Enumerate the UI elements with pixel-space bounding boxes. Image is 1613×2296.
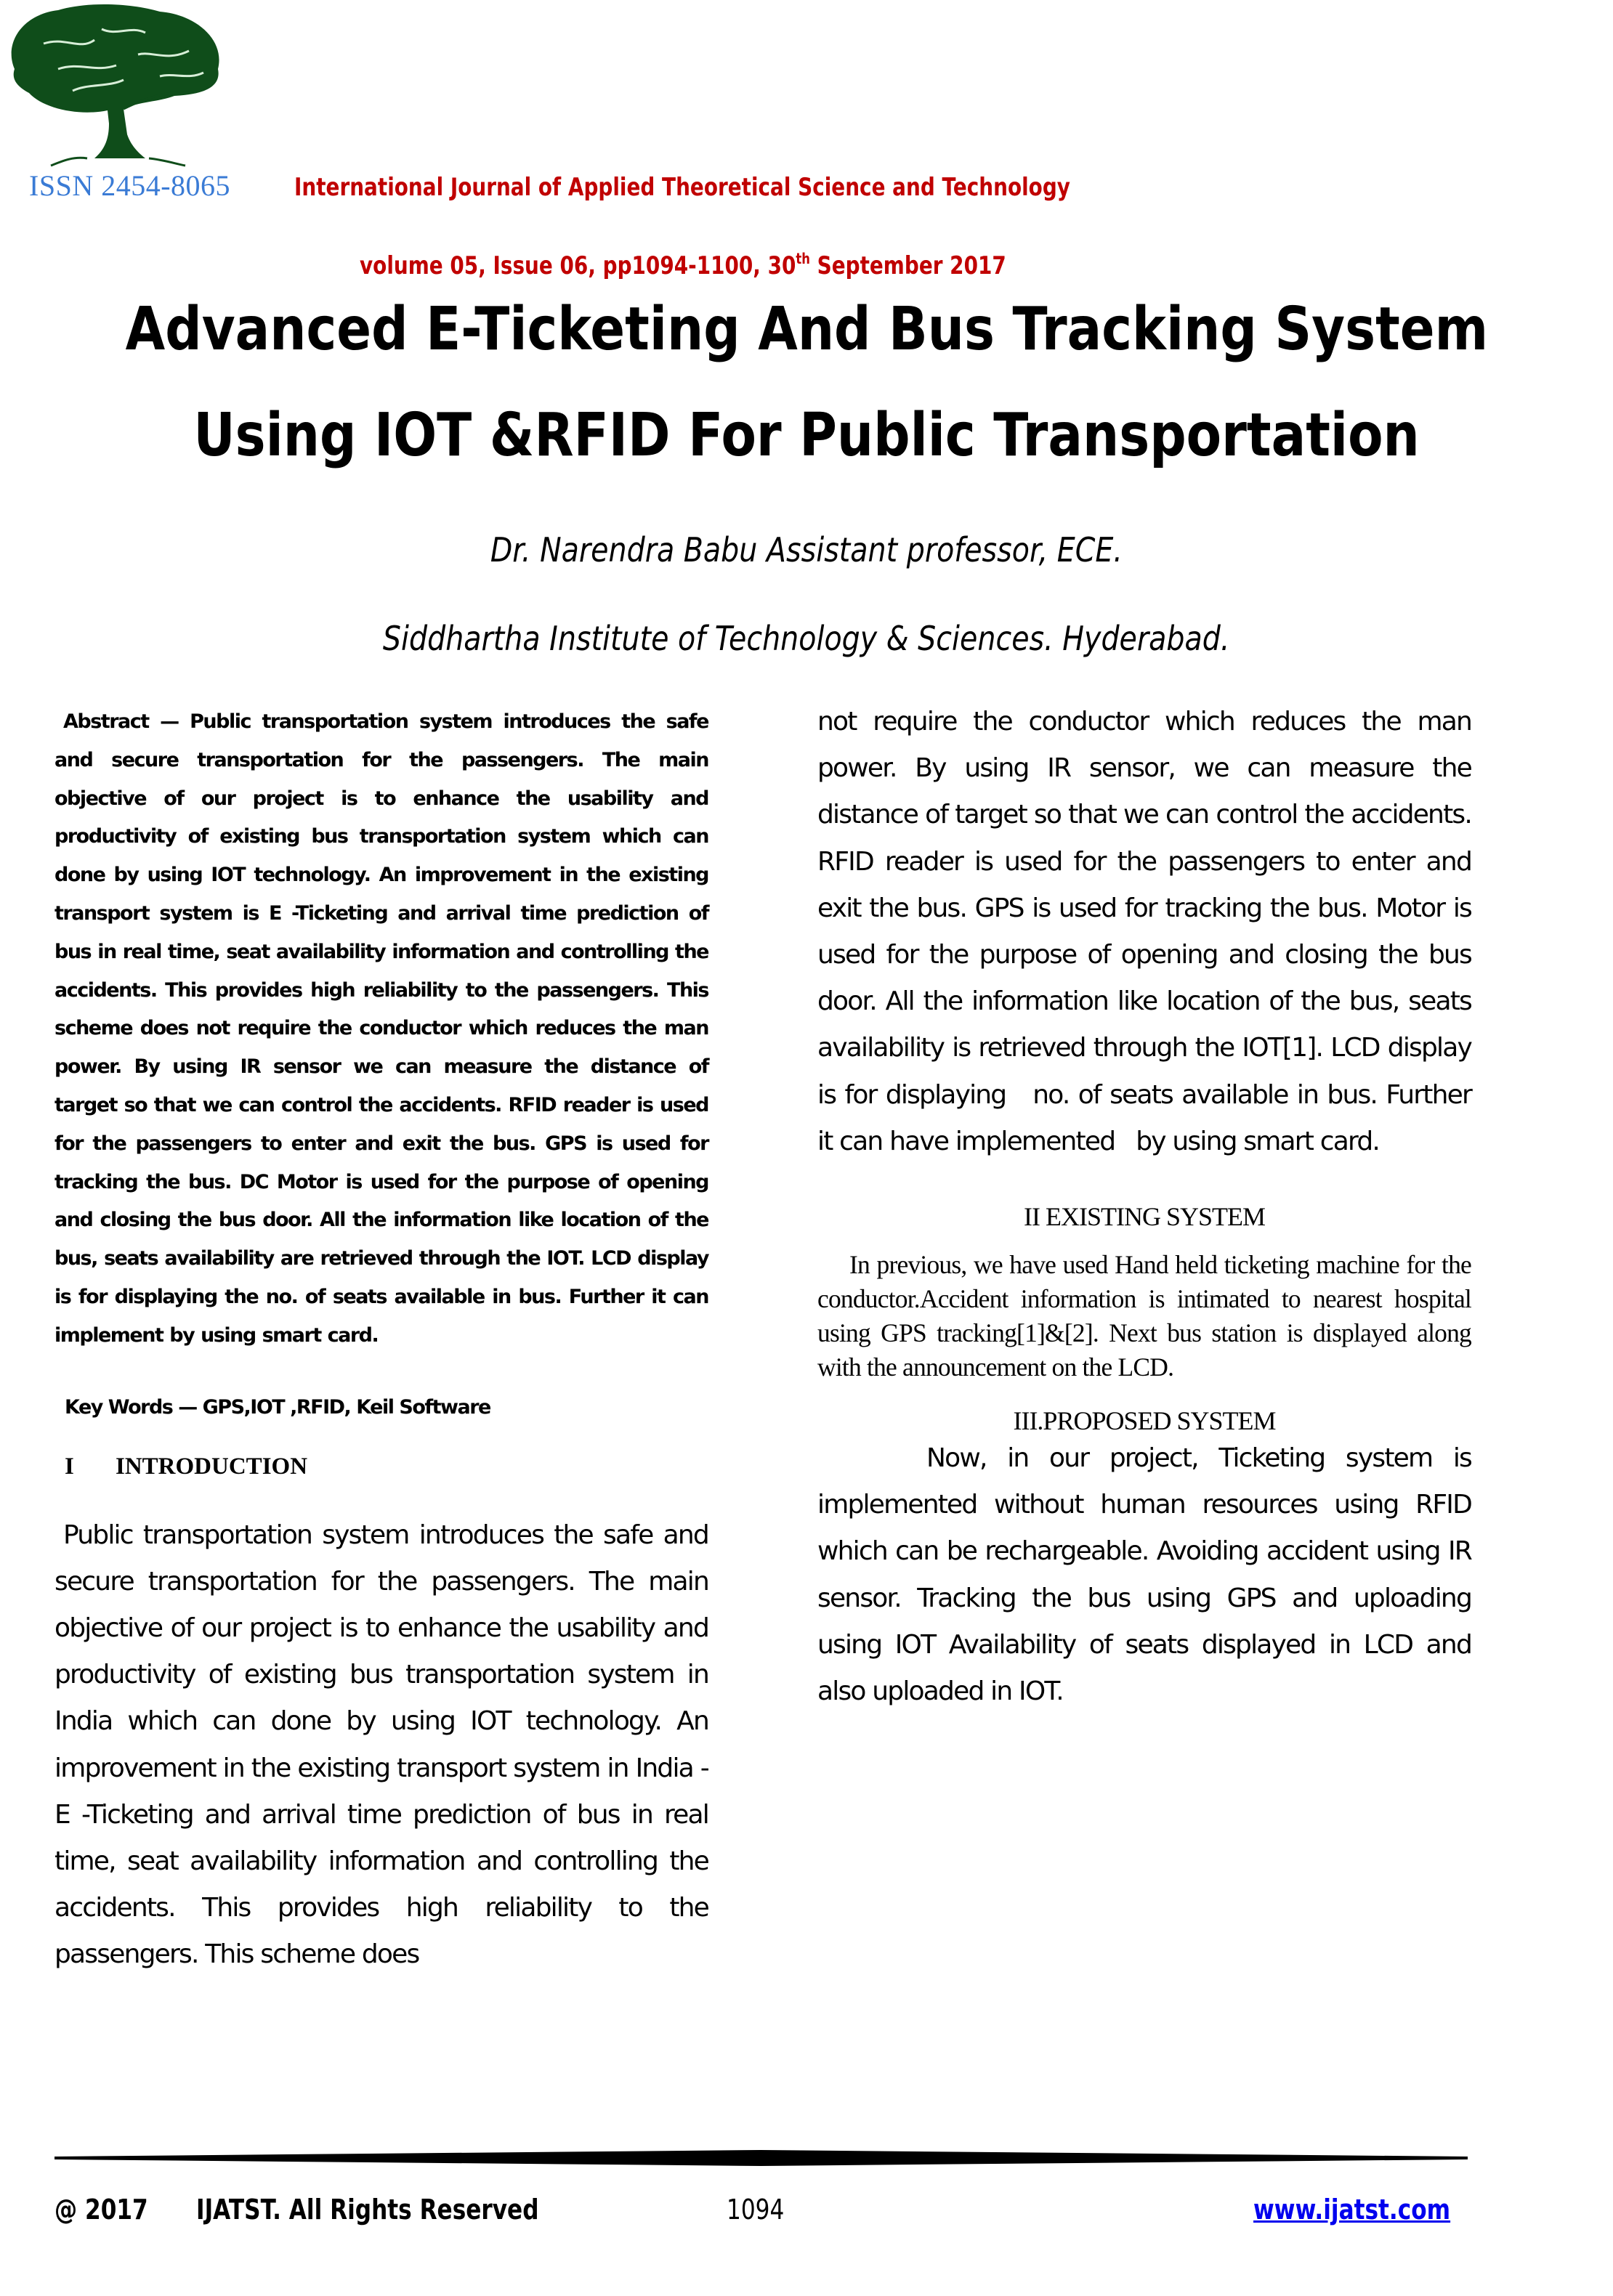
affiliation-text: Siddhartha Institute of Technology & Sciences. Hyderabad. [383, 619, 1230, 658]
keywords-line: Key Words — GPS,IOT ,RFID, Keil Software [65, 1395, 490, 1419]
section-title: INTRODUCTION [116, 1453, 308, 1480]
introduction-paragraph-part-1 [54, 1512, 708, 1979]
date-ordinal-suffix: th [796, 250, 810, 267]
footer-rights: IJATST. All Rights Reserved [196, 2194, 539, 2226]
page-number: 1094 [727, 2194, 785, 2226]
existing-system-paragraph: In previous, we have used Hand held ticketing machine for the conductor.Accident information is intimated to nearest hospital using GPS tracking[1]&[2]. Next bus station is displayed along with the announcement on the LCD. [817, 1250, 1471, 1382]
section-number: I [65, 1453, 74, 1480]
paper-title-line-2 [0, 401, 1613, 470]
section-heading-existing-system: II EXISTING SYSTEM [1024, 1202, 1265, 1232]
website-link[interactable]: www.ijatst.com [1253, 2194, 1451, 2226]
introduction-text: Public transportation system introduces the safe and secure transportation for the passengers. The main objective of our project is to enhance the usability and productivity of existing bus transportation system in India which can done by using IOT technology. An improvement in the existing transport system in India -E -Ticketing and arrival time prediction of bus in real time, seat availability information and controlling the accidents. This provides high reliability to the passengers. This scheme does [54, 1520, 708, 1970]
volume-suffix: September 2017 [809, 251, 1006, 280]
tree-brain-logo-icon [0, 0, 233, 167]
introduction-paragraph-part-2: not require the conductor which reduces the man power. By using IR sensor, we can measure the distance of target so that we can control the accidents. RFID reader is used for the passengers to enter and exit the bus. GPS is used for tracking the bus. Motor is used for the purpose of opening and closing the bus door. All the information like location of the bus, seats availability is retrieved through the IOT[1]. LCD display is for displaying no. of seats available in bus. Further it can have implemented by using smart card. [817, 707, 1471, 1156]
footer-copyright-year: @ 2017 [54, 2194, 148, 2226]
volume-issue-line [360, 250, 1006, 280]
journal-name: International Journal of Applied Theoretical Science and Technology [294, 173, 1070, 202]
left-column [54, 703, 708, 1979]
author-text: Dr. Narendra Babu Assistant professor, ECE. [490, 530, 1123, 569]
title-text: Using IOT &RFID For Public Transportation [193, 401, 1420, 470]
right-column [817, 699, 1471, 1715]
section-heading-proposed-system: III.PROPOSED SYSTEM [1013, 1406, 1276, 1436]
title-text: Advanced E-Ticketing And Bus Tracking System [125, 295, 1488, 364]
proposed-system-paragraph: Now, in our project, Ticketing system is implemented without human resources using RFID which can be rechargeable. Avoiding accident using IR sensor. Tracking the bus using GPS and uploading using IOT Availability of seats displayed in LCD and also uploaded in IOT. [817, 1443, 1471, 1707]
abstract-text: Abstract — Public transportation system introduces the safe and secure transportation for the passengers. The main objective of our project is to enhance the usability and productivity of existing bus transportation system which can done by using IOT technology. An improvement in the existing transport system is E -Ticketing and arrival time prediction of bus in real time, seat availability information and controlling the accidents. This provides high reliability to the passengers. This scheme does not require the conductor which reduces the man power. By using IR sensor we can measure the distance of target so that we can control the accidents. RFID reader is used for the passengers to enter and exit the bus. GPS is used for tracking the bus. DC Motor is used for the purpose of opening and closing the bus door. All the information like location of the bus, seats availability are retrieved through the IOT. LCD display is for displaying the no. of seats available in bus. Further it can implement by using smart card. [54, 710, 708, 1347]
volume-prefix: volume 05, Issue 06, pp1094-1100, 30 [360, 251, 796, 280]
paper-title-line-1 [0, 295, 1613, 364]
journal-logo [0, 0, 233, 207]
affiliation-line [0, 619, 1613, 658]
section-heading-introduction [54, 1453, 708, 1480]
author-line [0, 530, 1613, 569]
abstract-paragraph [54, 703, 708, 1355]
issn-label: ISSN 2454-8065 [29, 169, 231, 202]
page-footer [0, 2194, 1613, 2237]
footer-divider [54, 2150, 1468, 2166]
